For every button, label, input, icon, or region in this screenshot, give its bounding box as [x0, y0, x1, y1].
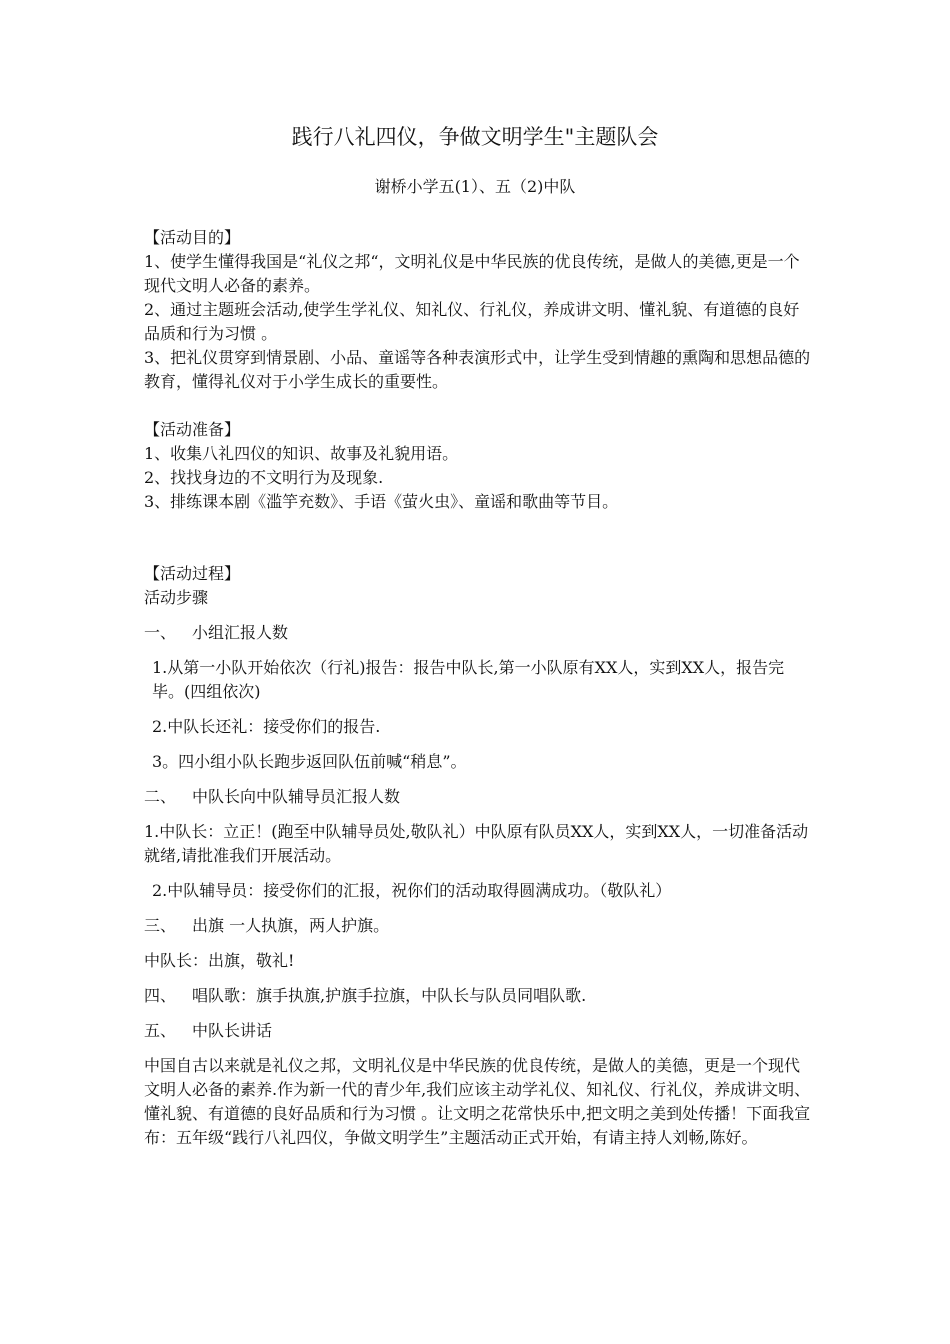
section-heading-purpose: 【活动目的】 [144, 228, 241, 247]
step-title: 中队长向中队辅导员汇报人数 [192, 787, 401, 806]
spacer [144, 774, 814, 785]
step-number: 二、 [144, 787, 177, 806]
spacer [144, 394, 814, 418]
step-number: 四、 [144, 986, 177, 1005]
step-title: 中队长讲话 [192, 1021, 273, 1040]
spacer [144, 868, 814, 879]
step-number: 五、 [144, 1021, 177, 1040]
step-line: 2.中队长还礼：接受你们的报告. [152, 717, 381, 736]
document-subtitle: 谢桥小学五(1）、五（2)中队 [374, 177, 576, 196]
preparation-item: 1、收集八礼四仪的知识、故事及礼貌用语。 [144, 444, 459, 463]
spacer [144, 1008, 814, 1019]
step-line: 1.从第一小队开始依次（行礼)报告：报告中队长,第一小队原有XX人，实到XX人，报告完毕。(四组依次) [152, 658, 785, 701]
section-heading-process: 【活动过程】 [144, 564, 241, 583]
spacer [144, 610, 814, 621]
spacer [144, 704, 814, 715]
document-body [144, 226, 814, 1150]
step-number: 一、 [144, 623, 177, 642]
step-line: 1.中队长：立正！(跑至中队辅导员处,敬队礼）中队原有队员XX人，实到XX人，一切准备活动就绪,请批准我们开展活动。 [144, 822, 809, 865]
spacer [144, 739, 814, 750]
purpose-item: 1、使学生懂得我国是“礼仪之邦“，文明礼仪是中华民族的优良传统，是做人的美德,更是一个现代文明人必备的素养。 [144, 252, 800, 295]
step-line: 3。四小组小队长跑步返回队伍前喊“稍息”。 [152, 752, 467, 771]
purpose-item: 2、通过主题班会活动,使学生学礼仪、知礼仪、行礼仪，养成讲文明、懂礼貌、有道德的良好品质和行为习惯 。 [144, 300, 800, 343]
section-heading-preparation: 【活动准备】 [144, 420, 241, 439]
spacer [144, 645, 814, 656]
preparation-item: 3、排练课本剧《滥竽充数》、手语《萤火虫》、童谣和歌曲等节目。 [144, 492, 619, 511]
spacer [144, 973, 814, 984]
step-heading [144, 914, 814, 938]
spacer [144, 903, 814, 914]
step-heading [144, 1019, 814, 1043]
step-heading [144, 984, 814, 1008]
step-line: 2.中队辅导员：接受你们的汇报，祝你们的活动取得圆满成功。（敬队礼） [152, 881, 672, 900]
spacer [144, 809, 814, 820]
process-label: 活动步骤 [144, 588, 209, 607]
speech-paragraph: 中国自古以来就是礼仪之邦，文明礼仪是中华民族的优良传统，是做人的美德，更是一个现代文明人必备的素养.作为新一代的青少年,我们应该主动学礼仪、知礼仪、行礼仪，养成讲文明、懂礼貌、有道德的良好品质和行为习惯 。让文明之花常快乐中,把文明之美到处传播！下面我宣布：五年级“践行八礼四仪，争做文明学生”主题活动正式开始，有请主持人刘畅,陈好。 [144, 1056, 811, 1147]
spacer [144, 938, 814, 949]
step-number: 三、 [144, 916, 177, 935]
purpose-item: 3、把礼仪贯穿到情景剧、小品、童谣等各种表演形式中，让学生受到情趣的熏陶和思想品德的教育，懂得礼仪对于小学生成长的重要性。 [144, 348, 811, 391]
spacer [144, 1043, 814, 1054]
step-heading [144, 785, 814, 809]
step-heading [144, 621, 814, 645]
step-line: 中队长：出旗，敬礼! [144, 951, 295, 970]
document-title: 践行八礼四仪，争做文明学生"主题队会 [291, 125, 659, 149]
step-title: 小组汇报人数 [192, 623, 289, 642]
step-title: 唱队歌：旗手执旗,护旗手拉旗，中队长与队员同唱队歌. [192, 986, 587, 1005]
preparation-item: 2、找找身边的不文明行为及现象. [144, 468, 384, 487]
step-title: 出旗 一人执旗，两人护旗。 [192, 916, 390, 935]
spacer [144, 514, 814, 562]
